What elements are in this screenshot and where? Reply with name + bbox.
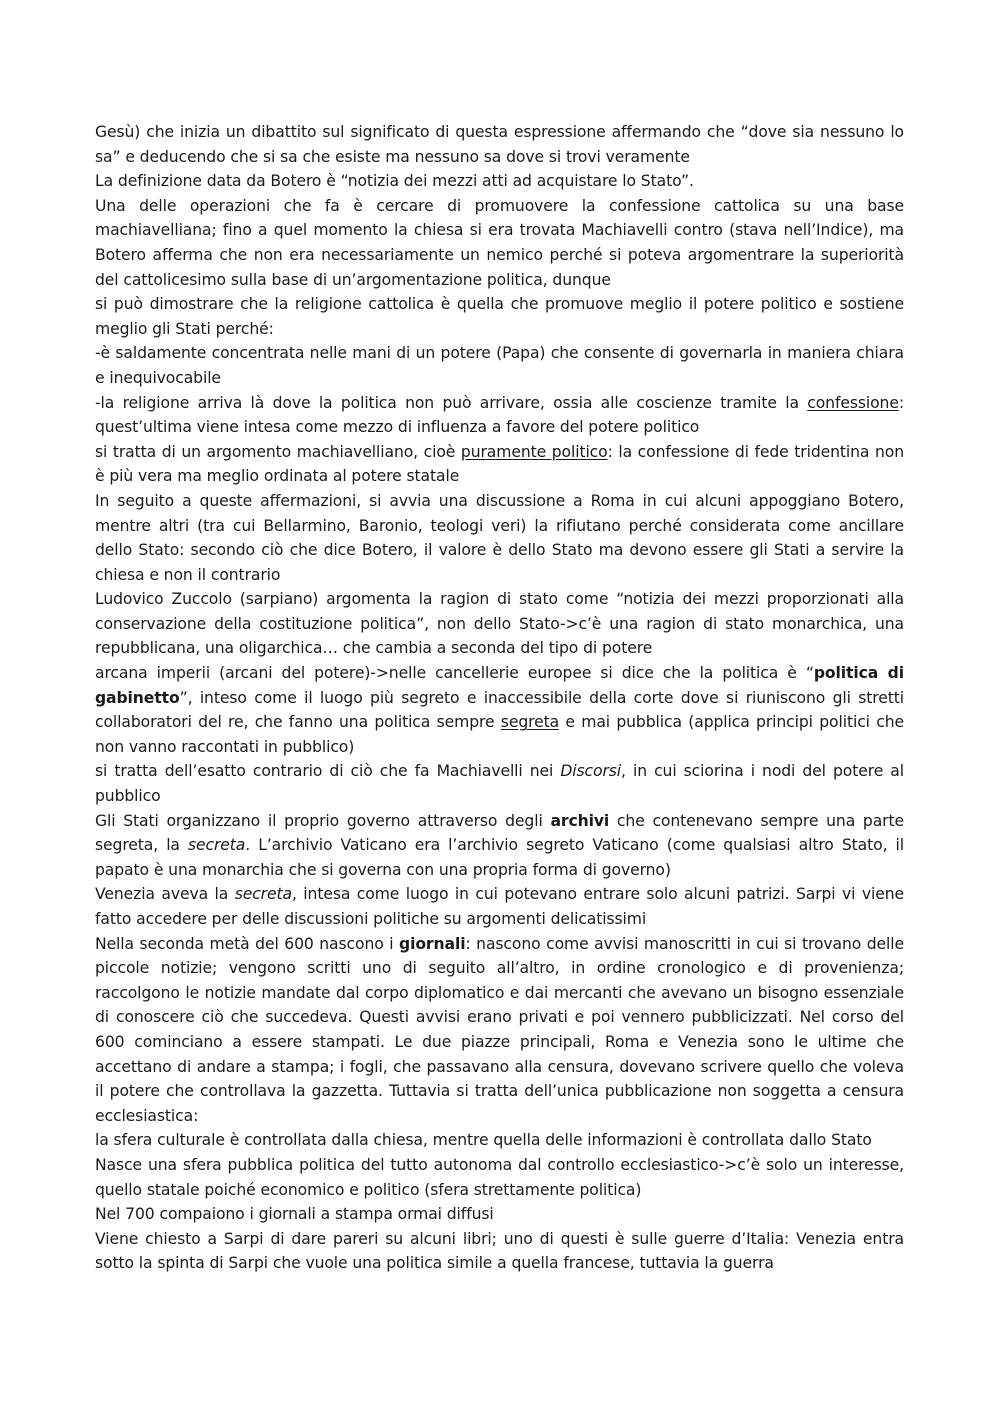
text-run: -la religione arriva là dove la politica non può arrivare, ossia alle coscienze tramite la — [95, 393, 808, 412]
bold-text: giornali — [399, 934, 466, 953]
text-run: e mai pubblica (applica principi politici che non vanno raccontati in pubblico) — [95, 713, 904, 756]
paragraph — [95, 587, 904, 661]
text-run: arcana imperii (arcani del potere)->nelle cancellerie europee si dice che la politica è “ — [95, 664, 814, 683]
text-run: Gli Stati organizzano il proprio governo attraverso degli — [95, 811, 551, 830]
text-run: La definizione data da Botero è “notizia dei mezzi atti ad acquistare lo Stato”. — [95, 172, 694, 191]
italic-text: secreta — [234, 885, 292, 904]
italic-text: secreta — [188, 836, 246, 855]
paragraph — [95, 440, 904, 489]
paragraph — [95, 1227, 904, 1276]
text-run: Ludovico Zuccolo (sarpiano) argomenta la ragion di stato come “notizia dei mezzi proporzionati alla conservazione della costituzione politica”, non dello Stato->c’è una ragion di stato monarchica, una repubblicana, una oligarchica… che cambia a seconda del tipo di potere — [95, 590, 904, 658]
underlined-text: segreta — [500, 713, 560, 732]
paragraph — [95, 391, 904, 440]
text-run: ”, inteso come il luogo più segreto e inaccessibile della corte dove si riuniscono gli stretti collaboratori del re, che fanno una politica sempre — [95, 688, 904, 732]
paragraph — [95, 932, 904, 1129]
text-run: Viene chiesto a Sarpi di dare pareri su alcuni libri; uno di questi è sulle guerre d’Italia: Venezia entra sotto la spinta di Sarpi che vuole una politica simile a quella francese, tuttavia la guerra — [95, 1229, 904, 1273]
text-run: : quest’ultima viene intesa come mezzo di influenza a favore del potere politico — [95, 393, 904, 437]
paragraph — [95, 194, 904, 292]
paragraph — [95, 759, 904, 808]
text-run: si può dimostrare che la religione cattolica è quella che promuove meglio il potere politico e sostiene meglio gli Stati perché: — [95, 295, 904, 338]
text-run: Gesù) che inizia un dibattito sul significato di questa espressione affermando che “dove sia nessuno lo sa” e deducendo che si sa che esiste ma nessuno sa dove si trovi veramente — [95, 123, 904, 166]
text-run: Nella seconda metà del 600 nascono i — [95, 934, 400, 953]
text-run: : la confessione di fede tridentina non è più vera ma meglio ordinata al potere statale — [95, 442, 904, 486]
underlined-text: puramente politico — [460, 442, 608, 461]
bold-text: politica di gabinetto — [95, 664, 904, 707]
text-run: Nel 700 compaiono i giornali a stampa ormai diffusi — [95, 1205, 494, 1224]
text-run: si tratta dell’esatto contrario di ciò che fa Machiavelli nei — [95, 762, 561, 781]
text-run: , intesa come luogo in cui potevano entrare solo alcuni patrizi. Sarpi vi viene fatto accedere per delle discussioni politiche su argomenti delicatissimi — [95, 885, 904, 928]
document-body — [95, 120, 904, 1276]
text-run: Nasce una sfera pubblica politica del tutto autonoma dal controllo ecclesiastico->c’è solo un interesse, quello statale poiché economico e politico (sfera strettamente politica) — [95, 1155, 904, 1199]
text-run: , in cui sciorina i nodi del potere al pubblico — [95, 762, 904, 806]
paragraph — [95, 882, 904, 931]
paragraph — [95, 489, 904, 587]
paragraph — [95, 341, 904, 390]
text-run: . L’archivio Vaticano era l’archivio segreto Vaticano (come qualsiasi altro Stato, il papato è una monarchia che si governa con una propria forma di governo) — [95, 836, 904, 879]
text-run: -è saldamente concentrata nelle mani di un potere (Papa) che consente di governarla in maniera chiara e inequivocabile — [95, 344, 904, 387]
text-run: Venezia aveva la — [95, 885, 235, 904]
text-run: In seguito a queste affermazioni, si avvia una discussione a Roma in cui alcuni appoggiano Botero, mentre altri (tra cui Bellarmino, Baronio, teologi veri) la rifiutano perché considerata come ancillare dello Stato: secondo ciò che dice Botero, il valore è dello Stato ma devono essere gli Stati a servire la chiesa e non il contrario — [95, 491, 904, 584]
italic-text: Discorsi — [560, 762, 622, 781]
underlined-text: confessione — [807, 393, 899, 412]
paragraph — [95, 292, 904, 341]
paragraph — [95, 809, 904, 883]
paragraph — [95, 1202, 904, 1227]
bold-text: archivi — [550, 811, 610, 830]
text-run: Una delle operazioni che fa è cercare di promuovere la confessione cattolica su una base machiavelliana; fino a quel momento la chiesa si era trovata Machiavelli contro (stava nell’Indice), ma Botero afferma che non era necessariamente un nemico perché si poteva argomentrare la superiorità del cattolicesimo sulla base di un’argomentazione politica, dunque — [95, 196, 904, 289]
paragraph — [95, 169, 904, 194]
text-run: che contenevano sempre una parte segreta, la — [95, 811, 904, 855]
paragraph — [95, 661, 904, 759]
paragraph — [95, 1128, 904, 1153]
text-run: la sfera culturale è controllata dalla chiesa, mentre quella delle informazioni è controllata dallo Stato — [95, 1131, 872, 1150]
text-run: : nascono come avvisi manoscritti in cui si trovano delle piccole notizie; vengono scritti uno di seguito all’altro, in ordine cronologico e di provenienza; raccolgono le notizie mandate dal corpo diplomatico e dai mercanti che avevano un bisogno essenziale di conoscere ciò che succedeva. Questi avvisi erano privati e poi vennero pubblicizzati. Nel corso del 600 cominciano a essere stampati. Le due piazze principali, Roma e Venezia sono le ultime che accettano di andare a stampa; i fogli, che passavano alla censura, dovevano scrivere quello che voleva il potere che controllava la gazzetta. Tuttavia si tratta dell’unica pubblicazione non soggetta a censura ecclesiastica: — [95, 934, 905, 1125]
paragraph — [95, 1153, 904, 1202]
paragraph — [95, 120, 904, 169]
text-run: si tratta di un argomento machiavelliano, cioè — [95, 442, 461, 461]
